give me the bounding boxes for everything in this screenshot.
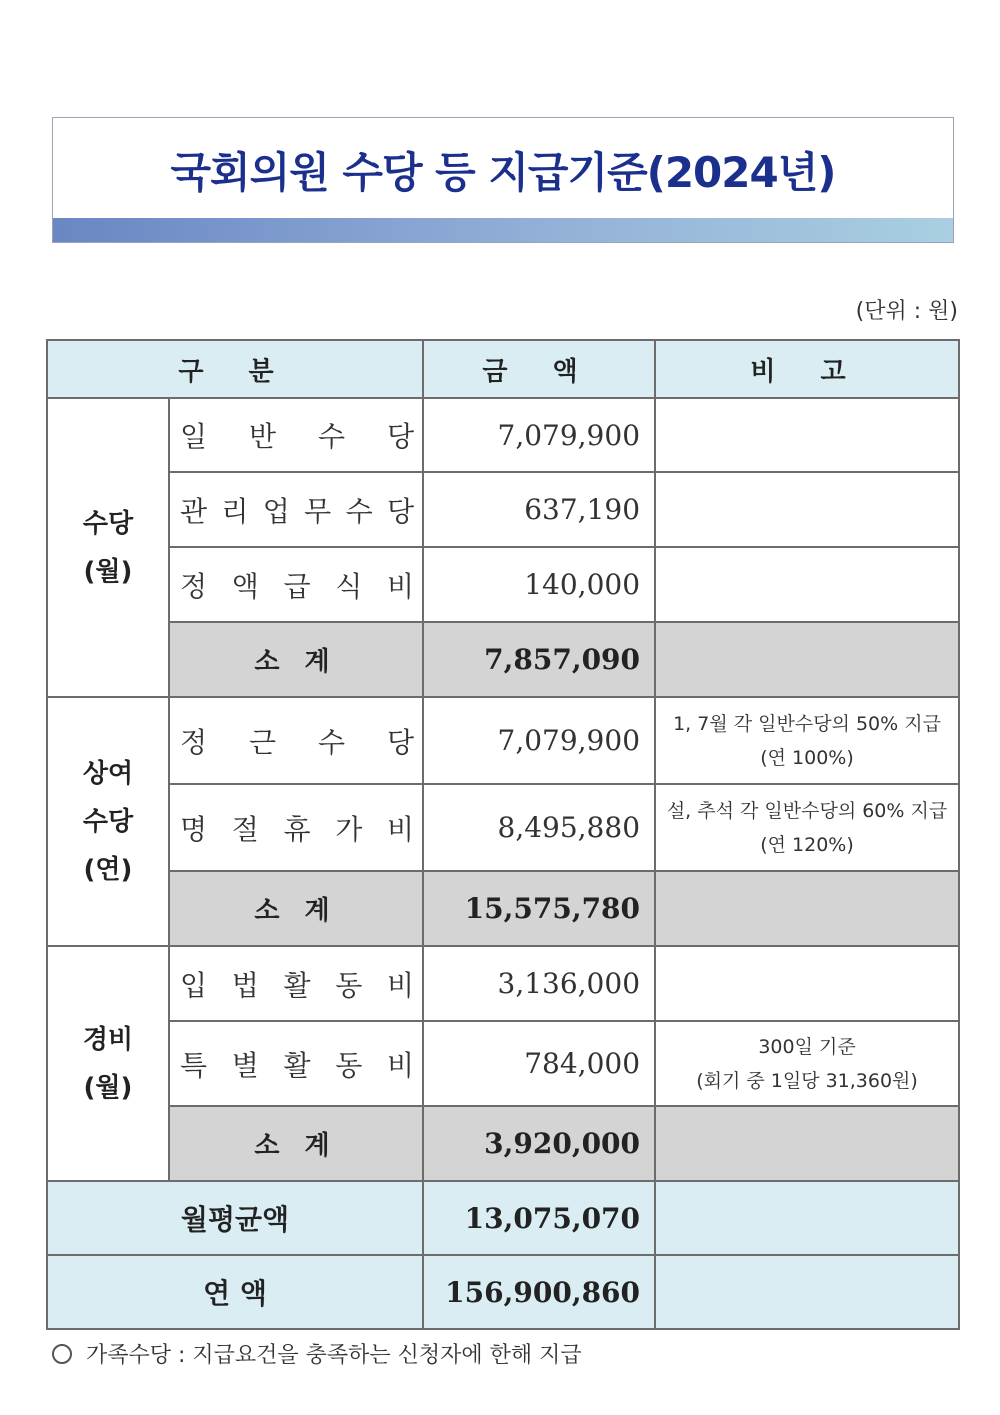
item-amount: 8,495,880 xyxy=(423,784,655,871)
item-name xyxy=(169,946,423,1021)
item-remarks xyxy=(655,398,959,472)
item-amount: 140,000 xyxy=(423,547,655,622)
subtotal-label: 소 계 xyxy=(169,871,423,946)
item-name-char: 명 xyxy=(180,812,208,846)
remarks-line: (연 100%) xyxy=(760,746,854,769)
item-name-char: 가 xyxy=(335,812,363,846)
total-amount: 156,900,860 xyxy=(423,1255,655,1329)
table-row xyxy=(47,472,959,547)
footnote xyxy=(52,1338,582,1369)
item-name-char: 근 xyxy=(248,725,277,759)
item-amount: 637,190 xyxy=(423,472,655,547)
item-remarks xyxy=(655,946,959,1021)
remarks-line: (연 120%) xyxy=(760,833,854,856)
item-name-char: 액 xyxy=(231,569,259,603)
item-name-char: 비 xyxy=(386,1048,414,1082)
subtotal-row xyxy=(47,622,959,697)
item-name-char: 관 xyxy=(180,494,208,528)
category-cell-bonus xyxy=(47,697,169,946)
item-name xyxy=(169,472,423,547)
item-name-char: 업 xyxy=(262,494,290,528)
item-name-char: 수 xyxy=(345,494,373,528)
subtotal-amount: 15,575,780 xyxy=(423,871,655,946)
category-label: (월) xyxy=(83,556,133,587)
category-label: 상여 xyxy=(82,758,134,789)
table-row xyxy=(47,946,959,1021)
subtotal-amount: 7,857,090 xyxy=(423,622,655,697)
total-row-monthly-average xyxy=(47,1181,959,1255)
total-amount: 13,075,070 xyxy=(423,1181,655,1255)
subtotal-label: 소 계 xyxy=(169,622,423,697)
footnote-text: 가족수당 : 지급요건을 충족하는 신청자에 한해 지급 xyxy=(86,1343,582,1368)
header-remarks: 비 고 xyxy=(655,340,959,398)
total-remarks xyxy=(655,1181,959,1255)
item-remarks xyxy=(655,697,959,784)
category-label: (연) xyxy=(83,854,133,885)
item-remarks xyxy=(655,547,959,622)
subtotal-remarks xyxy=(655,871,959,946)
remarks-line: (회기 중 1일당 31,360원) xyxy=(696,1069,918,1092)
item-name-char: 비 xyxy=(386,968,414,1002)
remarks-line: 1, 7월 각 일반수당의 50% 지급 xyxy=(673,712,941,735)
item-name-char: 별 xyxy=(231,1048,259,1082)
item-name-char: 비 xyxy=(386,812,414,846)
table-row xyxy=(47,398,959,472)
item-amount: 784,000 xyxy=(423,1021,655,1106)
table-row xyxy=(47,1021,959,1106)
item-name-char: 수 xyxy=(317,420,346,453)
title-box xyxy=(52,117,954,243)
item-name-char: 절 xyxy=(231,812,259,846)
item-name-char: 식 xyxy=(335,569,363,603)
item-name-chars xyxy=(180,1044,414,1084)
item-name-char: 당 xyxy=(386,725,415,759)
item-name-char: 활 xyxy=(283,968,311,1002)
item-name-chars xyxy=(180,808,414,848)
item-name-char: 수 xyxy=(317,725,346,759)
unit-note: (단위 : 원) xyxy=(855,299,958,324)
remarks-line: 설, 추석 각 일반수당의 60% 지급 xyxy=(666,799,948,822)
title-gradient-bar xyxy=(53,218,953,242)
item-name-char: 정 xyxy=(180,569,208,603)
subtotal-amount: 3,920,000 xyxy=(423,1106,655,1181)
item-name-char: 입 xyxy=(180,968,208,1002)
item-name-chars xyxy=(180,721,414,761)
item-name-char: 급 xyxy=(283,569,311,603)
item-name xyxy=(169,547,423,622)
item-amount: 7,079,900 xyxy=(423,398,655,472)
page-title: 국회의원 수당 등 지급기준(2024년) xyxy=(170,148,836,197)
item-remarks xyxy=(655,784,959,871)
item-name-char: 휴 xyxy=(283,812,311,846)
table-row xyxy=(47,697,959,784)
item-name xyxy=(169,1021,423,1106)
item-name-char: 동 xyxy=(335,968,363,1002)
item-name-chars xyxy=(180,490,414,530)
item-name xyxy=(169,398,423,472)
table-row xyxy=(47,547,959,622)
header-category: 구 분 xyxy=(47,340,423,398)
table-header-row xyxy=(47,340,959,398)
item-name-char: 일 xyxy=(180,420,208,453)
category-label: 수당 xyxy=(82,806,134,837)
circle-bullet-icon xyxy=(52,1344,72,1364)
item-name xyxy=(169,784,423,871)
subtotal-remarks xyxy=(655,622,959,697)
total-label: 월평균액 xyxy=(47,1181,423,1255)
item-name-chars xyxy=(180,565,414,605)
item-name-chars xyxy=(180,964,414,1004)
table-row xyxy=(47,784,959,871)
item-name-char: 정 xyxy=(180,725,208,759)
category-cell-allowance xyxy=(47,398,169,697)
item-name-char: 비 xyxy=(386,569,414,603)
item-remarks xyxy=(655,1021,959,1106)
item-name-char: 리 xyxy=(221,494,249,528)
item-name-char: 활 xyxy=(283,1048,311,1082)
total-remarks xyxy=(655,1255,959,1329)
subtotal-row xyxy=(47,1106,959,1181)
category-cell-expense xyxy=(47,946,169,1181)
item-name xyxy=(169,697,423,784)
subtotal-label: 소 계 xyxy=(169,1106,423,1181)
category-label: 경비 xyxy=(82,1024,134,1055)
subtotal-row xyxy=(47,871,959,946)
subtotal-remarks xyxy=(655,1106,959,1181)
allowance-table xyxy=(46,339,960,1330)
item-name-char: 무 xyxy=(304,494,332,528)
total-row-annual xyxy=(47,1255,959,1329)
total-label: 연 액 xyxy=(47,1255,423,1329)
category-label: 수당 xyxy=(82,508,134,539)
item-name-chars xyxy=(180,415,414,455)
item-name-char: 당 xyxy=(386,494,415,528)
item-name-char: 당 xyxy=(386,420,415,453)
item-name-char: 법 xyxy=(231,968,259,1002)
item-name-char: 동 xyxy=(335,1048,363,1082)
header-amount: 금 액 xyxy=(423,340,655,398)
item-remarks xyxy=(655,472,959,547)
item-amount: 7,079,900 xyxy=(423,697,655,784)
item-name-char: 특 xyxy=(180,1048,208,1082)
item-amount: 3,136,000 xyxy=(423,946,655,1021)
item-name-char: 반 xyxy=(248,420,277,453)
category-label: (월) xyxy=(83,1072,133,1103)
remarks-line: 300일 기준 xyxy=(758,1035,856,1058)
